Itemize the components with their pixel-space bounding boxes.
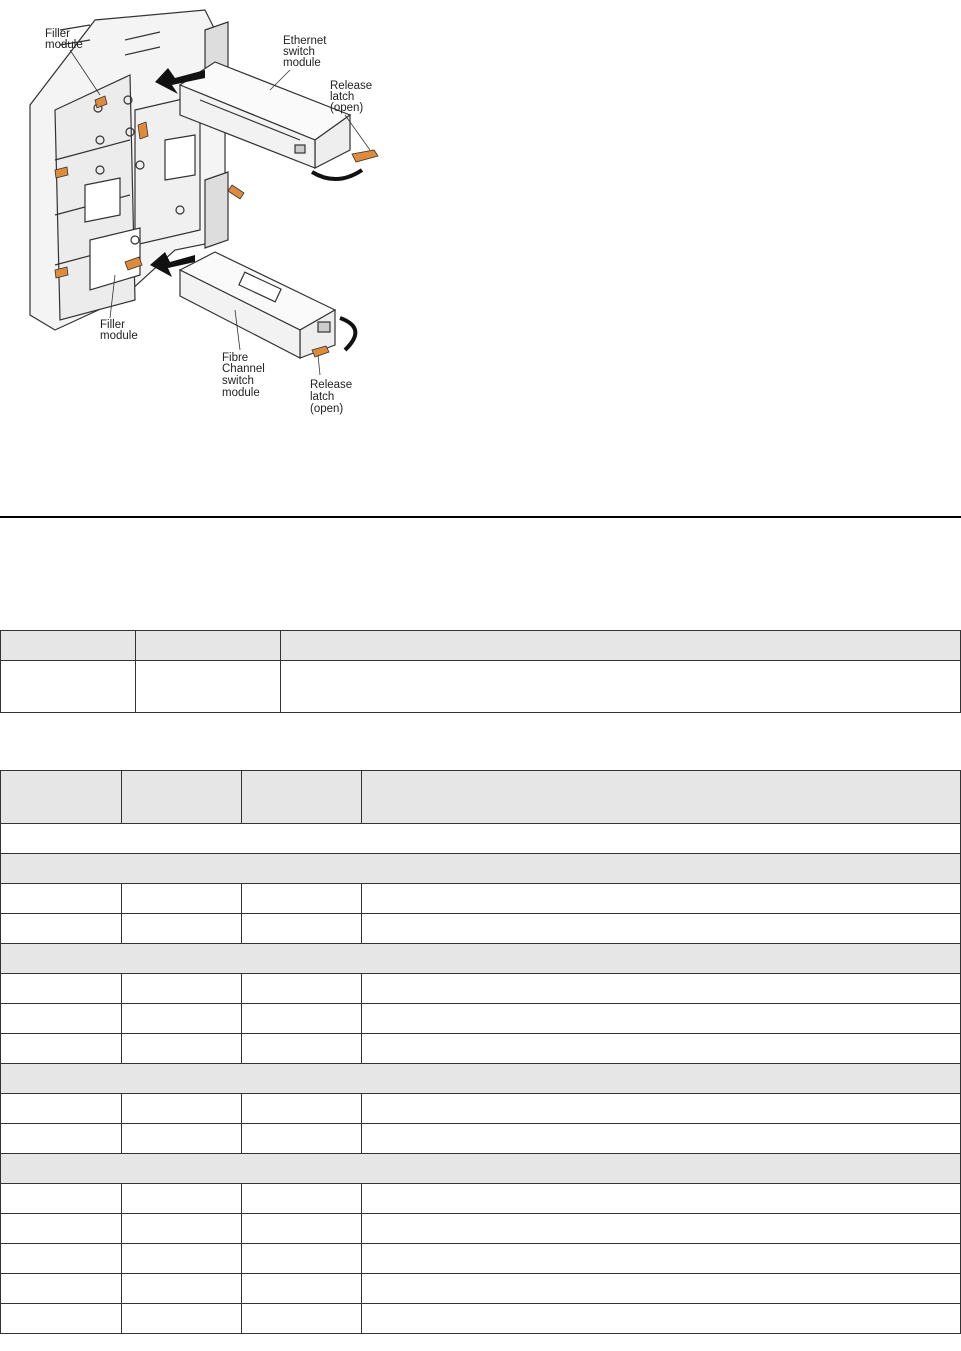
table-row [1, 1034, 961, 1064]
table-cell [1, 1214, 122, 1244]
table-cell [1, 1034, 122, 1064]
table-2-header-cell [362, 771, 961, 824]
table-cell [362, 1304, 961, 1334]
table-cell [122, 1004, 242, 1034]
section-row [1, 824, 961, 854]
table-cell [362, 1214, 961, 1244]
table-cell [1, 884, 122, 914]
table-cell [242, 914, 362, 944]
table-cell [122, 1274, 242, 1304]
table-cell [242, 1304, 362, 1334]
table-cell [122, 1244, 242, 1274]
label-release-latch-bottom: Release latch (open) [310, 379, 353, 415]
table-cell [362, 884, 961, 914]
section-title [1, 1154, 961, 1184]
table-row [1, 1244, 961, 1274]
table-cell [122, 1034, 242, 1064]
table-2-header-cell [122, 771, 242, 824]
table-cell [1, 661, 136, 713]
section-row [1, 1064, 961, 1094]
label-fibre-channel-switch-module: Fibre Channel switch module [222, 352, 265, 399]
section-title [1, 824, 961, 854]
section-row [1, 854, 961, 884]
label-ethernet-switch-module: Ethernet switch module [283, 35, 327, 69]
table-row [1, 1214, 961, 1244]
table-cell [122, 884, 242, 914]
table-row [1, 1124, 961, 1154]
table-cell [136, 661, 281, 713]
table-1-header-cell [281, 631, 961, 661]
ethernet-release-latch [352, 150, 378, 162]
table-cell [1, 974, 122, 1004]
table-cell [281, 661, 961, 713]
label-filler-module-top: Filler module [45, 28, 83, 51]
table-cell [362, 1034, 961, 1064]
table-2-header [1, 771, 961, 824]
table-1 [0, 630, 961, 713]
table-cell [362, 1184, 961, 1214]
table-2-header-cell [1, 771, 122, 824]
fibre-channel-switch-module [180, 252, 335, 358]
table-cell [122, 1124, 242, 1154]
table-cell [1, 1004, 122, 1034]
table-cell [242, 1214, 362, 1244]
table-cell [122, 1304, 242, 1334]
label-release-latch-top: Release latch (open) [330, 80, 373, 114]
table-row [1, 884, 961, 914]
section-title [1, 944, 961, 974]
table-2-header-cell [242, 771, 362, 824]
table-cell [362, 974, 961, 1004]
table-1-header-cell [1, 631, 136, 661]
table-cell [1, 1094, 122, 1124]
table-row [1, 1274, 961, 1304]
table-cell [242, 974, 362, 1004]
section-title [1, 1064, 961, 1094]
chassis-diagram [0, 0, 400, 430]
table-row [1, 974, 961, 1004]
table-row [1, 1094, 961, 1124]
table-cell [242, 1034, 362, 1064]
table-cell [362, 1094, 961, 1124]
label-filler-module-bottom: Filler module [100, 319, 138, 342]
installation-illustration [0, 0, 400, 430]
table-row [1, 914, 961, 944]
section-row [1, 1154, 961, 1184]
table-2 [0, 770, 961, 1334]
table-cell [122, 1214, 242, 1244]
fibre-latch-rotate-arrow [340, 318, 355, 350]
table-cell [362, 1244, 961, 1274]
table-cell [242, 1004, 362, 1034]
table-cell [1, 1184, 122, 1214]
ethernet-latch-rotate-arrow [312, 170, 362, 179]
table-cell [242, 884, 362, 914]
section-row [1, 944, 961, 974]
table-cell [1, 1274, 122, 1304]
table-cell [242, 1274, 362, 1304]
table-cell [122, 1094, 242, 1124]
table-cell [242, 1244, 362, 1274]
table-cell [242, 1124, 362, 1154]
table-cell [1, 1244, 122, 1274]
horizontal-rule [0, 516, 961, 518]
table-cell [122, 914, 242, 944]
table-row [1, 1184, 961, 1214]
table-row [1, 661, 961, 713]
table-1-header-cell [136, 631, 281, 661]
table-cell [362, 1124, 961, 1154]
table-cell [122, 974, 242, 1004]
table-cell [242, 1094, 362, 1124]
table-cell [242, 1184, 362, 1214]
section-title [1, 854, 961, 884]
table-cell [122, 1184, 242, 1214]
table-cell [1, 1304, 122, 1334]
table-cell [362, 1274, 961, 1304]
table-row [1, 1304, 961, 1334]
table-cell [362, 914, 961, 944]
table-1-header [1, 631, 961, 661]
table-cell [1, 1124, 122, 1154]
table-cell [1, 914, 122, 944]
table-cell [362, 1004, 961, 1034]
table-row [1, 1004, 961, 1034]
